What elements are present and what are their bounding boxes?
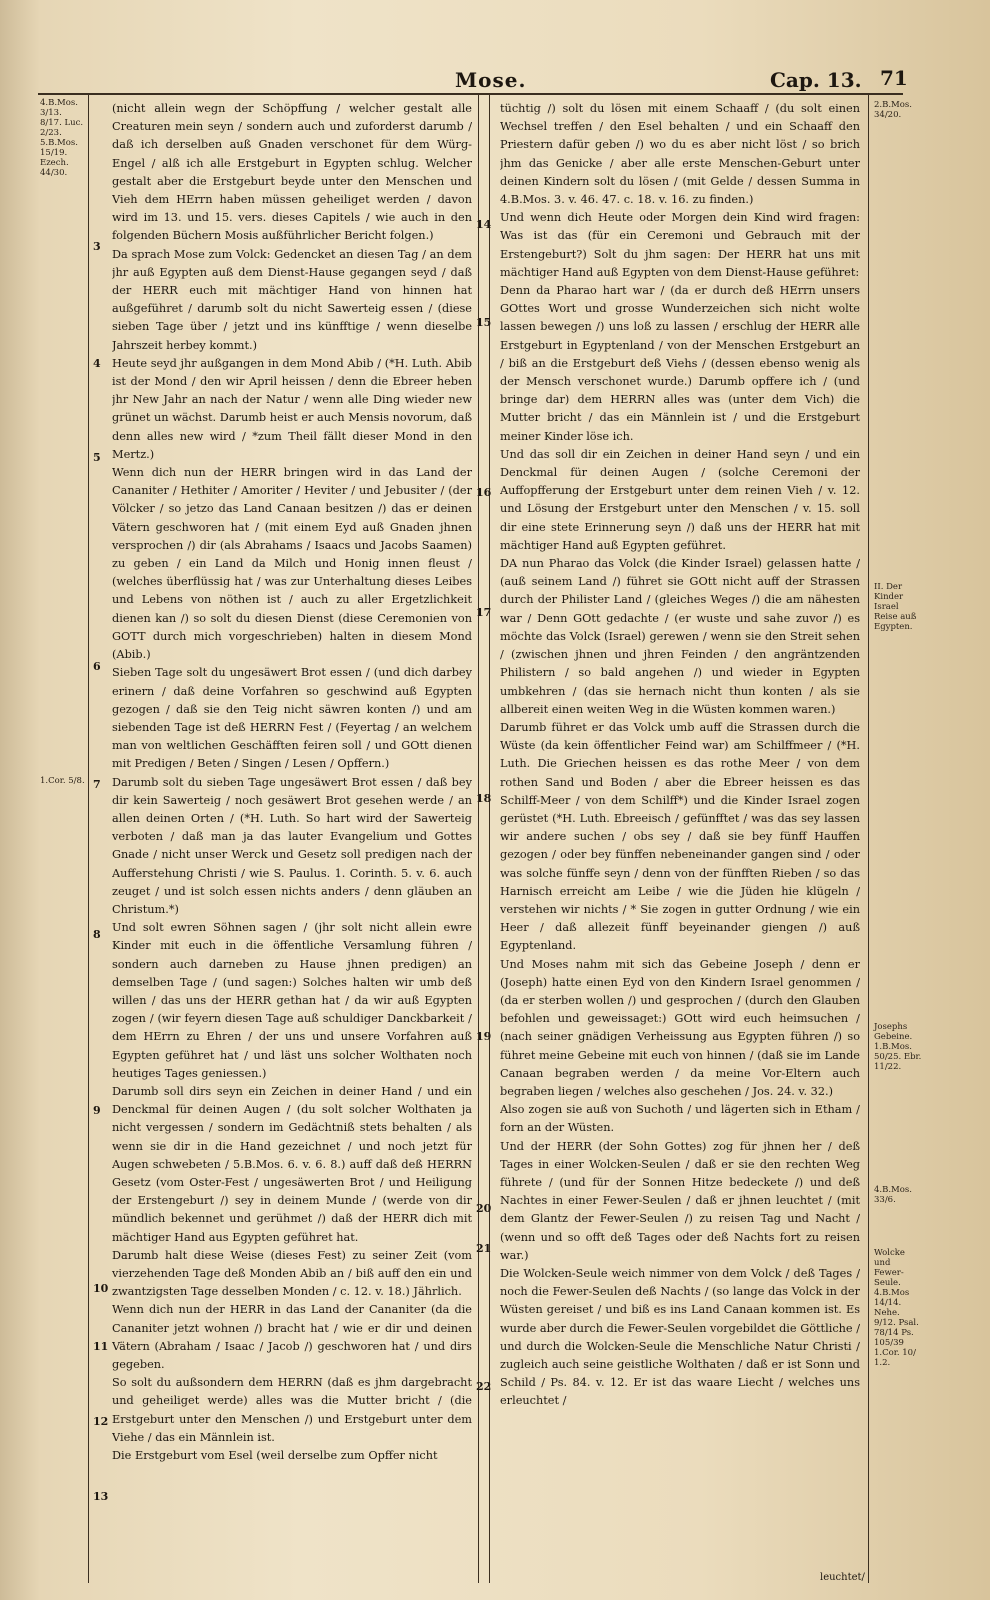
verse-paragraph: Darumb solt du sieben Tage ungesäwert Brot essen / daß bey dir kein Sawerteig / noch gesäwert Brot gesehen werde / an allen deinen Orten / (*H. Luth. So hart wird der Sawerteig verboten / daß man ja das lauter Evangelium und Gottes Gnade / nicht unser Werck und Gesetz soll predigen nach der Aufferstehung Christi / wie S. Paulus. 1. Corinth. 5. v. 6. auch zeuget / und ist solch essen nichts anders / denn gläuben an Christum.*) bbox=[112, 775, 472, 916]
verse-paragraph: Die Wolcken-Seule weich nimmer von dem Volck / deß Tages / noch die Fewer-Seulen deß Nachts / (so lange das Volck in der Wüsten gereiset / und biß es ins Land Canaan kommen ist. Es wurde aber durch die Fewer-Seulen vorgebildet die Göttliche / und durch die Wolcken-Seule die Menschliche Natur Christi / zugleich auch seine geistliche Wolthaten / daß er ist Sonn und Schild / Ps. 84. v. 12. Er ist das waare Liecht / welches uns erleuchtet / bbox=[500, 1267, 860, 1408]
verse-number: 11 bbox=[93, 1340, 109, 1353]
verse-paragraph: Sieben Tage solt du ungesäwert Brot essen / (und dich darbey erinern / daß deine Vorfahren so geschwind auß Egypten gezogen / daß sie den Teig nicht säwren konten /) und am siebenden Tage ist deß HERRN Fest / (Feyertag / an welchem man von weltlichen Geschäfften feiren soll / und GOtt dienen mit Predigen / Beten / Singen / Lesen / Opffern.) bbox=[112, 666, 472, 771]
verse-paragraph: Und das soll dir ein Zeichen in deiner Hand seyn / und ein Denckmal für deinen Augen / (solche Ceremoni der Auffopfferung der Erstgeburt unter dem reinen Vieh / v. 12. und Lösung der Erstgeburt unter den Menschen / v. 15. soll dir eine stete Erinnerung seyn /) daß uns der HERR hat mit mächtiger Hand auß Egypten geführet. bbox=[500, 447, 860, 552]
verse-paragraph: Wenn dich nun der HERR in das Land der Cananiter (da die Cananiter jetzt wohnen /) bracht hat / wie er dir und deinen Vätern (Abraham / Isaac / Jacob /) geschworen hat / und dirs gegeben. bbox=[112, 1303, 472, 1372]
margin-note-right-5: Wolcke und Fewer-Seule. 4.B.Mos 14/14. Nehe. 9/12. Psal. 78/14 Ps. 105/39 1.Cor. 10/ 1.2. bbox=[874, 1248, 919, 1368]
verse-paragraph: Die Erstgeburt vom Esel (weil derselbe zum Opffer nicht bbox=[112, 1449, 438, 1463]
commentary-paragraph: (nicht allein wegn der Schöpffung / welcher gestalt alle Creaturen mein seyn / sondern auch und zuforderst darumb / daß ich derselben auß Gnaden verschonet für dem Würg-Engel / alß ich alle Erstgeburt in Egypten schlug. Welcher gestalt aber die Erstgeburt beyde unter den Menschen und Vieh dem HErrn haben müssen geheiliget werden / davon wird im 13. und 15. vers. dieses Capitels / wie auch in den folgenden Büchern Mosis außführlicher Bericht folgen.) bbox=[112, 102, 472, 243]
margin-note-right-1: 2.B.Mos. 34/20. bbox=[874, 100, 912, 120]
right-margin-rule bbox=[868, 93, 869, 1583]
verse-number: 18 bbox=[476, 792, 492, 805]
running-title: Mose. bbox=[455, 68, 527, 92]
left-margin-rule bbox=[88, 93, 89, 1583]
page-number: 71 bbox=[880, 66, 908, 90]
header-rule bbox=[38, 93, 903, 95]
verse-number: 16 bbox=[476, 486, 492, 499]
verse-paragraph: Und der HERR (der Sohn Gottes) zog für jhnen her / deß Tages in einer Wolcken-Seulen / daß er sie den rechten Weg führete / (und für der Sonnen Hitze bedeckete /) und deß Nachtes in einer Fewer-Seulen / daß er jhnen leuchtet / (mit dem Glantz der Fewer-Seulen /) zu reisen Tag und Nacht / (wenn und so offt deß Tages oder deß Nachts fort zu reisen war.) bbox=[500, 1139, 860, 1262]
catchword: leuchtet/ bbox=[820, 1572, 865, 1583]
verse-number: 6 bbox=[93, 660, 101, 673]
chapter-label: Cap. 13. bbox=[770, 68, 862, 92]
margin-note-right-4: 4.B.Mos. 33/6. bbox=[874, 1185, 912, 1205]
verse-number: 19 bbox=[476, 1030, 492, 1043]
verse-paragraph: Und Moses nahm mit sich das Gebeine Joseph / denn er (Joseph) hatte einen Eyd von den Kindern Israel genommen / (da er sterben wollen /) und gesprochen / (durch den Glauben befohlen und geweissaget:) GOtt wird euch heimsuchen / (nach seiner gnädigen Verheissung aus Egypten führen /) so führet meine Gebeine mit euch von hinnen / (daß sie im Lande Canaan begraben werden / da meine Vor-Eltern auch begraben liegen / welches also geschehen / Jos. 24. v. 32.) bbox=[500, 957, 860, 1098]
verse-number: 22 bbox=[476, 1380, 492, 1393]
verse-number: 10 bbox=[93, 1282, 109, 1295]
verse-number: 4 bbox=[93, 357, 101, 370]
verse-number: 5 bbox=[93, 451, 101, 464]
verse-number: 21 bbox=[476, 1242, 492, 1255]
verse-paragraph: Darumb soll dirs seyn ein Zeichen in deiner Hand / und ein Denckmal für deinen Augen / (du solt solcher Wolthaten ja nicht vergessen / sondern im Gedächtniß stets behalten / als wenn sie dir in die Hand gezeichnet / und noch jetzt für Augen schwebeten / 5.B.Mos. 6. v. 6. 8.) auff daß deß HERRN Gesetz (vom Oster-Fest / ungesäwerten Brot / und Heiligung der Erstengeburt /) sey in deinem Munde / (werde von dir mündlich bekennet und gerühmet /) daß der HERR dich mit mächtiger Hand aus Egypten geführet hat. bbox=[112, 1084, 472, 1244]
verse-paragraph: Darumb führet er das Volck umb auff die Strassen durch die Wüste (da kein öffentlicher Feind war) am Schilffmeer / (*H. Luth. Die Griechen heissen es das rothe Meer / von dem rothen Sand und Boden / aber die Ebreer heissen es das Schilff-Meer / von dem Schilff*) und die Kinder Israel zogen gerüstet (*H. Luth. Ebreeisch / gefünfftet / was das sey lassen wir andere suchen / obs sey / daß sie bey fünff Hauffen gezogen / oder bey fünffen nebeneinander gangen sind / oder was solche fünffe seyn / denn von der fünfften Rieben / so das Harnisch erreicht am Leibe / wie die Jüden hie klügeln / verstehen wir nichts / * Sie zogen in gutter Ordnung / wie ein Heer / daß allezeit fünff beyeinander giengen /) auß Egyptenland. bbox=[500, 720, 860, 953]
verse-number: 8 bbox=[93, 928, 101, 941]
verse-paragraph: tüchtig /) solt du lösen mit einem Schaaff / (du solt einen Wechsel treffen / den Esel behalten / und ein Schaaff den Priestern dafür geben /) wo du es aber nicht löst / so brich jhm das Genicke / aber alle erste Menschen-Geburt unter deinen Kindern solt du lösen / (mit Gelde / dessen Summa in 4.B.Mos. 3. v. 46. 47. c. 18. v. 16. zu finden.) bbox=[500, 102, 860, 207]
margin-note-left-1: 4.B.Mos. 3/13. 8/17. Luc. 2/23. 5.B.Mos. 15/19. Ezech. 44/30. bbox=[40, 98, 84, 178]
verse-paragraph: Und solt ewren Söhnen sagen / (jhr solt nicht allein ewre Kinder mit euch in die öffentliche Versamlung führen / sondern auch darneben zu Hause jhnen predigen) an demselben Tage / (und sagen:) Solches halten wir umb deß willen / das uns der HERR gethan hat / da wir auß Egypten zogen / (wir feyern diesen Tage auß schuldiger Danckbarkeit / dem HErrn zu Ehren / der uns und unsere Vorfahren auß Egypten geführet hat / und läst uns solcher Wolthaten noch heutiges Tages geniessen.) bbox=[112, 921, 472, 1080]
verse-paragraph: Darumb halt diese Weise (dieses Fest) zu seiner Zeit (vom vierzehenden Tage deß Monden Abib an / biß auff den ein und zwantzigsten Tage desselben Monden / c. 12. v. 18.) Jährlich. bbox=[112, 1248, 472, 1299]
verse-number: 20 bbox=[476, 1202, 492, 1215]
verse-number: 14 bbox=[476, 218, 492, 231]
verse-paragraph: Denn da Pharao hart war / (da er durch deß HErrn unsers GOttes Wort und grosse Wunderzeichen sich nicht wolte lassen bewegen /) uns loß zu lassen / erschlug der HERR alle Erstgeburt in Egyptenland / von der Menschen Erstgeburt an / biß an die Erstgeburt deß Viehs / (dessen ebenso wenig als der Mensch verschonet wurde.) Darumb opffere ich / (und bringe dar) dem HERRN alles was (unter dem Vich) die Mutter bricht / das ein Männlein ist / und die Erstgeburt meiner Kinder löse ich. bbox=[500, 284, 860, 443]
verse-paragraph: Also zogen sie auß von Suchoth / und lägerten sich in Etham / forn an der Wüsten. bbox=[500, 1103, 860, 1135]
margin-note-right-2: II. Der Kinder Israel Reise auß Egypten. bbox=[874, 582, 917, 632]
verse-paragraph: Da sprach Mose zum Volck: Gedencket an diesen Tag / an dem jhr auß Egypten auß dem Dienst-Hause gegangen seyd / daß der HERR euch mit mächtiger Hand von hinnen hat außgeführet / darumb solt du nicht Sawerteig essen / (diese sieben Tage über / jetzt und ins künfftige / wenn dieselbe Jahrszeit herbey kommt.) bbox=[112, 247, 472, 352]
margin-note-left-2: 1.Cor. 5/8. bbox=[40, 776, 85, 786]
verse-number: 3 bbox=[93, 240, 101, 253]
verse-number: 12 bbox=[93, 1415, 109, 1428]
verse-paragraph: So solt du außsondern dem HERRN (daß es jhm dargebracht und geheiliget werde) alles was die Mutter bricht / (die Erstgeburt unter den Menschen /) und Erstgeburt unter dem Viehe / das ein Männlein ist. bbox=[112, 1376, 472, 1444]
verse-paragraph: Heute seyd jhr außgangen in dem Mond Abib / (*H. Luth. Abib ist der Mond / den wir April heissen / denn die Ebreer heben jhr New Jahr an nach der Natur / wenn alle Ding wieder new grünet un wächst. Darumb heist er auch Mensis novorum, daß denn alles new wird / *zum Theil fällt dieser Mond in den Mertz.) bbox=[112, 356, 472, 461]
verse-paragraph: DA nun Pharao das Volck (die Kinder Israel) gelassen hatte / (auß seinem Land /) führet sie GOtt nicht auff der Strassen durch der Philister Land / (gleiches Weges /) die am nähesten war / Denn GOtt gedachte / (er wuste und sahe zuvor /) es möchte das Volck (Israel) gerewen / wenn sie den Streit sehen / (zwischen jhnen und jhren Feinden / den angräntzenden Philistern / so bald angehen /) und wieder in Egypten umbkehren / (das sie hernach nicht thun konten / als sie allbereit einen weiten Weg in die Wüsten kommen waren.) bbox=[500, 557, 860, 716]
verse-number: 7 bbox=[93, 778, 101, 791]
verse-paragraph: Und wenn dich Heute oder Morgen dein Kind wird fragen: Was ist das (für ein Ceremoni und Gebrauch mit der Erstengeburt?) Solt du jhm sagen: Der HERR hat uns mit mächtiger Hand auß Egypten von dem Dienst-Hause geführet: bbox=[500, 211, 860, 279]
left-text-column bbox=[112, 100, 472, 1585]
margin-note-right-3: Josephs Gebeine. 1.B.Mos. 50/25. Ebr. 11/22. bbox=[874, 1022, 922, 1072]
verse-number: 13 bbox=[93, 1490, 109, 1503]
right-text-column bbox=[500, 100, 860, 1585]
verse-number: 17 bbox=[476, 606, 492, 619]
verse-number: 9 bbox=[93, 1104, 101, 1117]
verse-number: 15 bbox=[476, 316, 492, 329]
verse-paragraph: Wenn dich nun der HERR bringen wird in das Land der Cananiter / Hethiter / Amoriter / Heviter / und Jebusiter / (der Völcker / so jetzo das Land Canaan besitzen /) das er deinen Vätern geschworen hat / (mit einem Eyd auß Gnaden jhnen versprochen /) dir (als Abrahams / Isaacs und Jacobs Saamen) zu geben / ein Land da Milch und Honig innen fleust / (welches überflüssig hat / was zur Unterhaltung dieses Leibes und Lebens von nöthen ist / auch zu aller Ergetzlichkeit dienen kan /) so solt du diesen Dienst (diese Ceremonien von GOTT durch mich vorgeschrieben) halten in diesem Mond (Abib.) bbox=[112, 466, 472, 662]
